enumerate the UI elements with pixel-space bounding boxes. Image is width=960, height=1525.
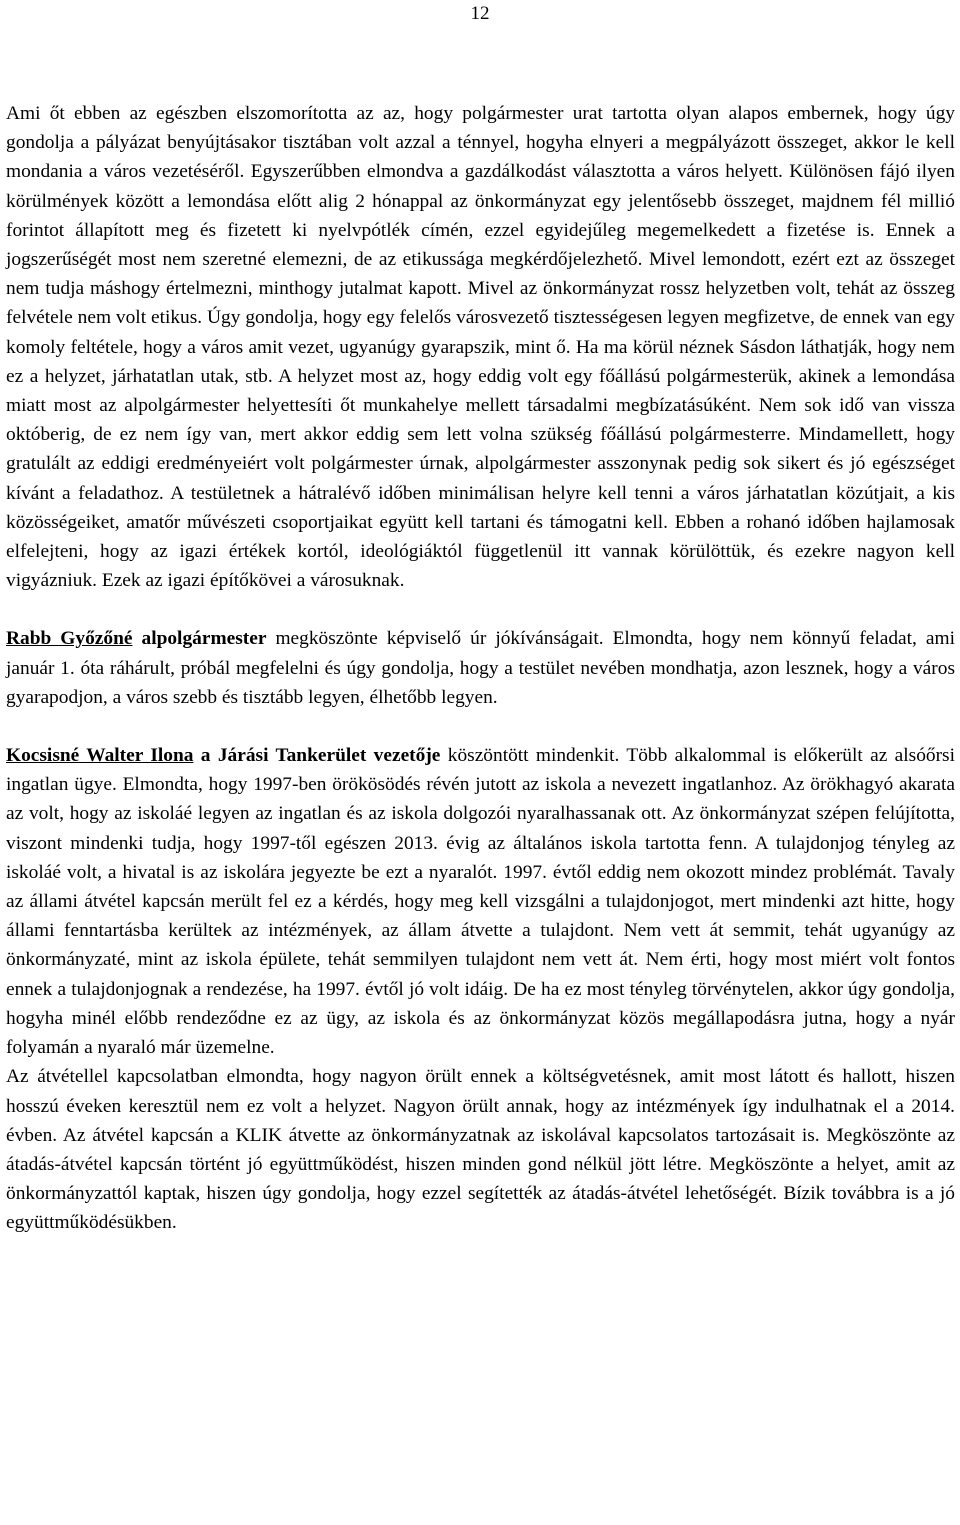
paragraph-3 [6, 741, 955, 1062]
speaker-role: a Járási Tankerület vezetője [193, 745, 441, 767]
document-body [6, 99, 955, 1238]
speaker-name: Kocsisné Walter Ilona [6, 745, 194, 767]
paragraph-1: Ami őt ebben az egészben elszomorította az az, hogy polgármester urat tartotta olyan alapos embernek, hogy úgy gondolja a pályázat benyújtásakor tisztában volt azzal a ténnyel, hogyha elnyeri a megpályázott összeget, akkor le kell mondania a város vezetéséről. Egyszerűbben elmondva a gazdálkodást választotta a város helyett. Különösen fájó ilyen körülmények között a lemondása előtt alig 2 hónappal az önkormányzat egy jelentősebb összeget, majdnem fél millió forintot állapított meg és fizetett ki nyelvpótlék címén, ezzel egyidejűleg megemelkedett a fizetése is. Ennek a jogszerűségét most nem szeretné elemezni, de az etikussága megkérdőjelezhető. Mivel lemondott, ezért ezt az összeget nem tudja máshogy értelmezni, minthogy jutalmat kapott. Mivel az önkormányzat rossz helyzetben volt, tehát az összeg felvétele nem volt etikus. Úgy gondolja, hogy egy felelős városvezető tisztességesen legyen megfizetve, de ennek van egy komoly feltétele, hogy a város amit vezet, ugyanúgy gyarapszik, mint ő. Ha ma körül néznek Sásdon láthatják, hogy nem ez a helyzet, járhatatlan utak, stb. A helyzet most az, hogy eddig volt egy főállású polgármesterük, akinek a lemondása miatt most az alpolgármester helyettesíti őt munkahelye mellett társadalmi megbízatásúként. Nem sok idő van vissza októberig, de ez nem így van, mert akkor eddig sem lett volna szükség főállású polgármesterre. Mindamellett, hogy gratulált az eddigi eredményeiért volt polgármester úrnak, alpolgármester asszonynak pedig sok sikert és jó egészséget kívánt a feladathoz. A testületnek a hátralévő időben minimálisan helyre kell tenni a város járhatatlan közútjait, a kis közösségeiket, amatőr művészeti csoportjaikat együtt kell tartani és támogatni kell. Ebben a rohanó időben hajlamosak elfelejteni, hogy az igazi értékek kortól, ideológiáktól függetlenül itt vannak körülöttük, és ezekre nagyon kell vigyázniuk. Ezek az igazi építőkövei a városuknak. [6, 103, 955, 592]
paragraph-4: Az átvétellel kapcsolatban elmondta, hogy nagyon örült ennek a költségvetésnek, amit most látott és hallott, hiszen hosszú éveken keresztül nem ez volt a helyzet. Nagyon örült annak, hogy az intézmények így indulhatnak el a 2014. évben. Az átvétel kapcsán a KLIK átvette az önkormányzatnak az iskolával kapcsolatos tartozásait is. Megköszönte az átadás-átvétel kapcsán történt jó együttműködést, hiszen minden gond nélkül jött létre. Megköszönte a helyet, amit az önkormányzattól kaptak, hiszen úgy gondolja, hogy ezzel segítették az átadás-átvétel lehetőségét. Bízik továbbra is a jó együttműködésükben. [6, 1066, 955, 1234]
paragraph-2-text: megköszönte képviselő úr jókívánságait. Elmondta, hogy nem könnyű feladat, ami január 1. óta ráhárult, próbál megfelelni és úgy gondolja, hogy a testület nevében mondhatja, azon lesznek, hogy a város gyarapodjon, a város szebb és tisztább legyen, élhetőbb legyen. [6, 628, 955, 708]
paragraph-2 [6, 624, 955, 712]
speaker-name: Rabb Győzőné [6, 628, 133, 650]
speaker-role: alpolgármester [132, 628, 267, 650]
page-number: 12 [470, 3, 490, 24]
paragraph-3-text: köszöntött mindenkit. Több alkalommal is előkerült az alsóőrsi ingatlan ügye. Elmondta, hogy 1997-ben örökösödés révén jutott az iskola a nevezett ingatlanhoz. Az örökhagyó akarata az volt, hogy az iskoláé legyen az ingatlan és az iskola dolgozói nyaralhassanak ott. Az önkormányzat szépen felújította, viszont mindenki tudja, hogy 1997-től egészen 2013. évig az általános iskola tartotta fenn. A tulajdonjog tényleg az iskoláé volt, a hivatal is az iskolára jegyezte be ezt a nyaralót. 1997. évtől eddig nem okozott mindez problémát. Tavaly az állami átvétel kapcsán merült fel ez a kérdés, hogy meg kell vizsgálni a tulajdonjogot, mert mindenki azt hitte, hogy állami fenntartásba kerültek az intézmények, az állam átvette a tulajdont. Nem vett át semmit, tehát ugyanúgy az önkormányzaté, mint az iskola épülete, tehát semmilyen tulajdont nem vett át. Nem érti, hogy most miért volt fontos ennek a tulajdonjognak a rendezése, ha 1997. évtől jó volt idáig. De ha ez most tényleg törvénytelen, akkor úgy gondolja, hogyha minél előbb rendeződne ez az ügy, az iskola és az önkormányzat közös megállapodásra jutna, hogy a nyár folyamán a nyaraló már üzemelne. [6, 745, 955, 1059]
